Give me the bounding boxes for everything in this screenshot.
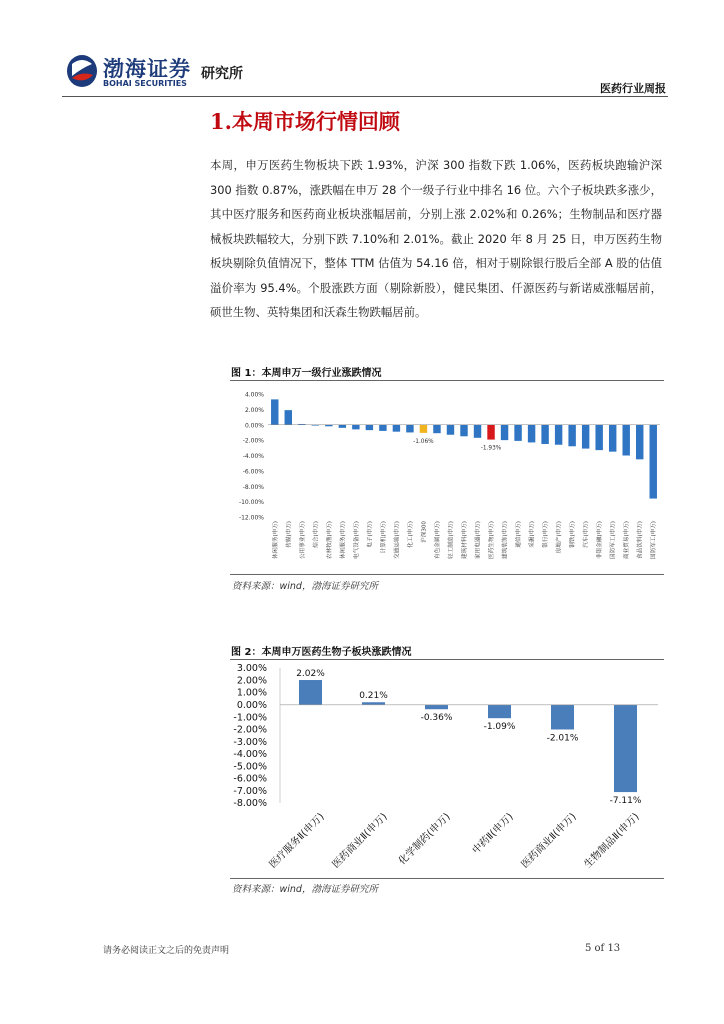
data-label: -7.11% bbox=[609, 796, 642, 807]
x-tick-label: 电子(申万) bbox=[367, 521, 374, 548]
report-type: 医药行业周报 bbox=[600, 82, 666, 95]
figure1-title: 图 1：本周申万一级行业涨跌情况 bbox=[231, 368, 382, 379]
x-tick-label: 传媒(申万) bbox=[286, 521, 293, 548]
x-tick-label: 国防军工(申万) bbox=[651, 521, 658, 559]
figure2-title: 图 2：本周申万医药生物子板块涨跌情况 bbox=[231, 647, 412, 658]
bar bbox=[501, 425, 508, 440]
bohai-logo-icon bbox=[66, 54, 98, 88]
x-tick-label: 医药商业Ⅱ(申万) bbox=[330, 811, 390, 871]
bar bbox=[362, 702, 385, 705]
bar bbox=[285, 410, 292, 425]
y-tick-label: 4.00% bbox=[244, 391, 264, 399]
data-label: -0.36% bbox=[420, 713, 453, 724]
bar bbox=[528, 425, 535, 443]
x-tick-label: 电气设备(申万) bbox=[353, 521, 360, 559]
bar bbox=[352, 425, 359, 430]
x-tick-label: 通信(申万) bbox=[516, 521, 523, 548]
x-tick-label: 化学制药(申万) bbox=[396, 811, 453, 868]
bar bbox=[271, 399, 278, 424]
figure2-top-rule bbox=[230, 659, 664, 660]
data-label: -1.06% bbox=[413, 438, 434, 445]
figure1-top-rule bbox=[230, 380, 664, 381]
x-tick-label: 农林牧渔(申万) bbox=[326, 521, 333, 559]
x-tick-label: 医药生物(申万) bbox=[489, 521, 496, 559]
figure2-chart bbox=[230, 661, 664, 877]
x-tick-label: 建筑材料(申万) bbox=[462, 521, 468, 559]
institute-name: 研究所 bbox=[201, 66, 243, 82]
bar bbox=[514, 425, 521, 441]
data-label: -1.09% bbox=[483, 722, 516, 733]
data-label: 0.21% bbox=[359, 691, 388, 702]
figure1-chart bbox=[230, 383, 664, 573]
y-tick-label: -8.00% bbox=[242, 483, 264, 491]
x-tick-label: 家用电器(申万) bbox=[475, 521, 482, 559]
bar bbox=[555, 425, 562, 445]
y-tick-label: -3.00% bbox=[233, 736, 267, 748]
y-tick-label: -4.00% bbox=[233, 749, 267, 761]
y-tick-label: 0.00% bbox=[236, 700, 267, 712]
summary-paragraph: 本周，申万医药生物板块下跌 1.93%，沪深 300 指数下跌 1.06%，医药板块跑输沪深 300 指数 0.87%，涨跌幅在申万 28 个一级子行业中排名 16 位。六个子板块跌多涨少，其中医疗服务和医药商业板块涨幅居前，分别上涨 2.02%和 0.26%；生物制品和医疗器械板块跌幅较大，分别下跌 7.10%和 2.01%。截止 2020 年 8 月 25 日，申万医药生物板块剔除负值情况下，整体 TTM 估值为 54.16 倍，相对于剔除银行股后全部 A 股的估值溢价率为 95.4%。个股涨跌方面（剔除新股），健民集团、仟源医药与新诺威涨幅居前，硕世生物、英特集团和沃森生物跌幅居前。 bbox=[210, 158, 662, 319]
x-tick-label: 钢铁(申万) bbox=[570, 521, 577, 548]
y-tick-label: -7.00% bbox=[233, 785, 267, 797]
bar bbox=[487, 425, 494, 440]
x-tick-label: 轻工制造(申万) bbox=[448, 521, 455, 559]
bar bbox=[366, 425, 373, 430]
bar bbox=[474, 425, 481, 438]
x-tick-label: 建筑装饰(申万) bbox=[502, 521, 509, 559]
logo-english-name: BOHAI SECURITIES bbox=[103, 79, 187, 88]
bar bbox=[379, 425, 386, 431]
x-tick-label: 商业贸易(申万) bbox=[624, 521, 631, 559]
y-tick-label: -1.00% bbox=[233, 712, 267, 724]
x-tick-label: 医疗服务Ⅱ(申万) bbox=[267, 811, 327, 871]
logo-chinese-name: 渤海证券 bbox=[103, 56, 191, 81]
y-tick-label: -5.00% bbox=[233, 761, 267, 773]
bar bbox=[393, 425, 400, 432]
y-tick-label: -2.00% bbox=[233, 724, 267, 736]
x-tick-label: 休闲服务(申万) bbox=[272, 521, 279, 559]
x-tick-label: 采掘(申万) bbox=[529, 521, 536, 548]
page-number: 5 of 13 bbox=[585, 943, 621, 954]
y-tick-label: 1.00% bbox=[236, 687, 267, 699]
x-tick-label: 汽车(申万) bbox=[583, 521, 590, 548]
bar bbox=[551, 705, 574, 730]
data-label: -2.01% bbox=[546, 733, 579, 744]
y-tick-label: -8.00% bbox=[233, 798, 267, 810]
bar bbox=[420, 425, 427, 433]
x-tick-label: 非银金融(申万) bbox=[597, 521, 604, 559]
x-tick-label: 房地产(申万) bbox=[556, 521, 563, 554]
y-tick-label: 0.00% bbox=[244, 422, 264, 430]
footer-disclaimer: 请务必阅读正文之后的免责声明 bbox=[103, 946, 230, 956]
y-tick-label: 2.00% bbox=[244, 406, 264, 414]
bar bbox=[609, 425, 616, 452]
bar bbox=[488, 705, 511, 718]
data-label: 2.02% bbox=[296, 669, 325, 680]
x-tick-label: 有色金属(申万) bbox=[434, 521, 441, 559]
x-tick-label: 国防军工(申万) bbox=[610, 521, 617, 559]
y-tick-label: 2.00% bbox=[236, 675, 267, 687]
x-tick-label: 化工(申万) bbox=[407, 521, 414, 548]
bar bbox=[339, 425, 346, 428]
bar bbox=[650, 425, 657, 499]
header-divider bbox=[62, 96, 668, 97]
bar bbox=[568, 425, 575, 447]
y-tick-label: -2.00% bbox=[242, 437, 264, 445]
x-tick-label: 公用事业(申万) bbox=[299, 521, 306, 559]
x-tick-label: 综合(申万) bbox=[313, 521, 320, 548]
x-tick-label: 中药Ⅱ(申万) bbox=[470, 811, 516, 857]
figure2-bottom-rule bbox=[230, 878, 664, 879]
x-tick-label: 沪深300 bbox=[421, 521, 428, 543]
bar bbox=[595, 425, 602, 450]
x-tick-label: 生物制品Ⅱ(申万) bbox=[582, 811, 642, 871]
y-tick-label: 3.00% bbox=[236, 663, 267, 675]
x-tick-label: 交通运输(申万) bbox=[394, 521, 401, 559]
bar bbox=[447, 425, 454, 435]
x-tick-label: 休闲服务(申万) bbox=[340, 521, 347, 559]
figure1-source: 资料来源：wind，渤海证券研究所 bbox=[232, 581, 378, 592]
figure2-source: 资料来源：wind，渤海证券研究所 bbox=[232, 884, 378, 895]
y-tick-label: -12.00% bbox=[238, 514, 264, 522]
x-tick-label: 计算机(申万) bbox=[380, 521, 387, 554]
bar bbox=[636, 425, 643, 460]
bar bbox=[460, 425, 467, 437]
bar bbox=[541, 425, 548, 444]
bar bbox=[433, 425, 440, 433]
bar bbox=[425, 705, 448, 709]
y-tick-label: -10.00% bbox=[238, 499, 264, 507]
figure1-bottom-rule bbox=[230, 574, 664, 575]
data-label: -1.93% bbox=[480, 445, 502, 452]
bar bbox=[299, 680, 322, 705]
bar bbox=[582, 425, 589, 449]
bar bbox=[614, 705, 637, 792]
x-tick-label: 医药商业Ⅱ(申万) bbox=[519, 811, 579, 871]
x-tick-label: 食品饮料(申万) bbox=[637, 521, 644, 559]
y-tick-label: -6.00% bbox=[242, 468, 264, 476]
bar bbox=[406, 425, 413, 433]
section-title: 1.本周市场行情回顾 bbox=[210, 109, 400, 134]
y-tick-label: -4.00% bbox=[242, 453, 264, 460]
bar bbox=[622, 425, 629, 456]
x-tick-label: 银行(申万) bbox=[543, 521, 550, 548]
y-tick-label: -6.00% bbox=[233, 773, 267, 785]
